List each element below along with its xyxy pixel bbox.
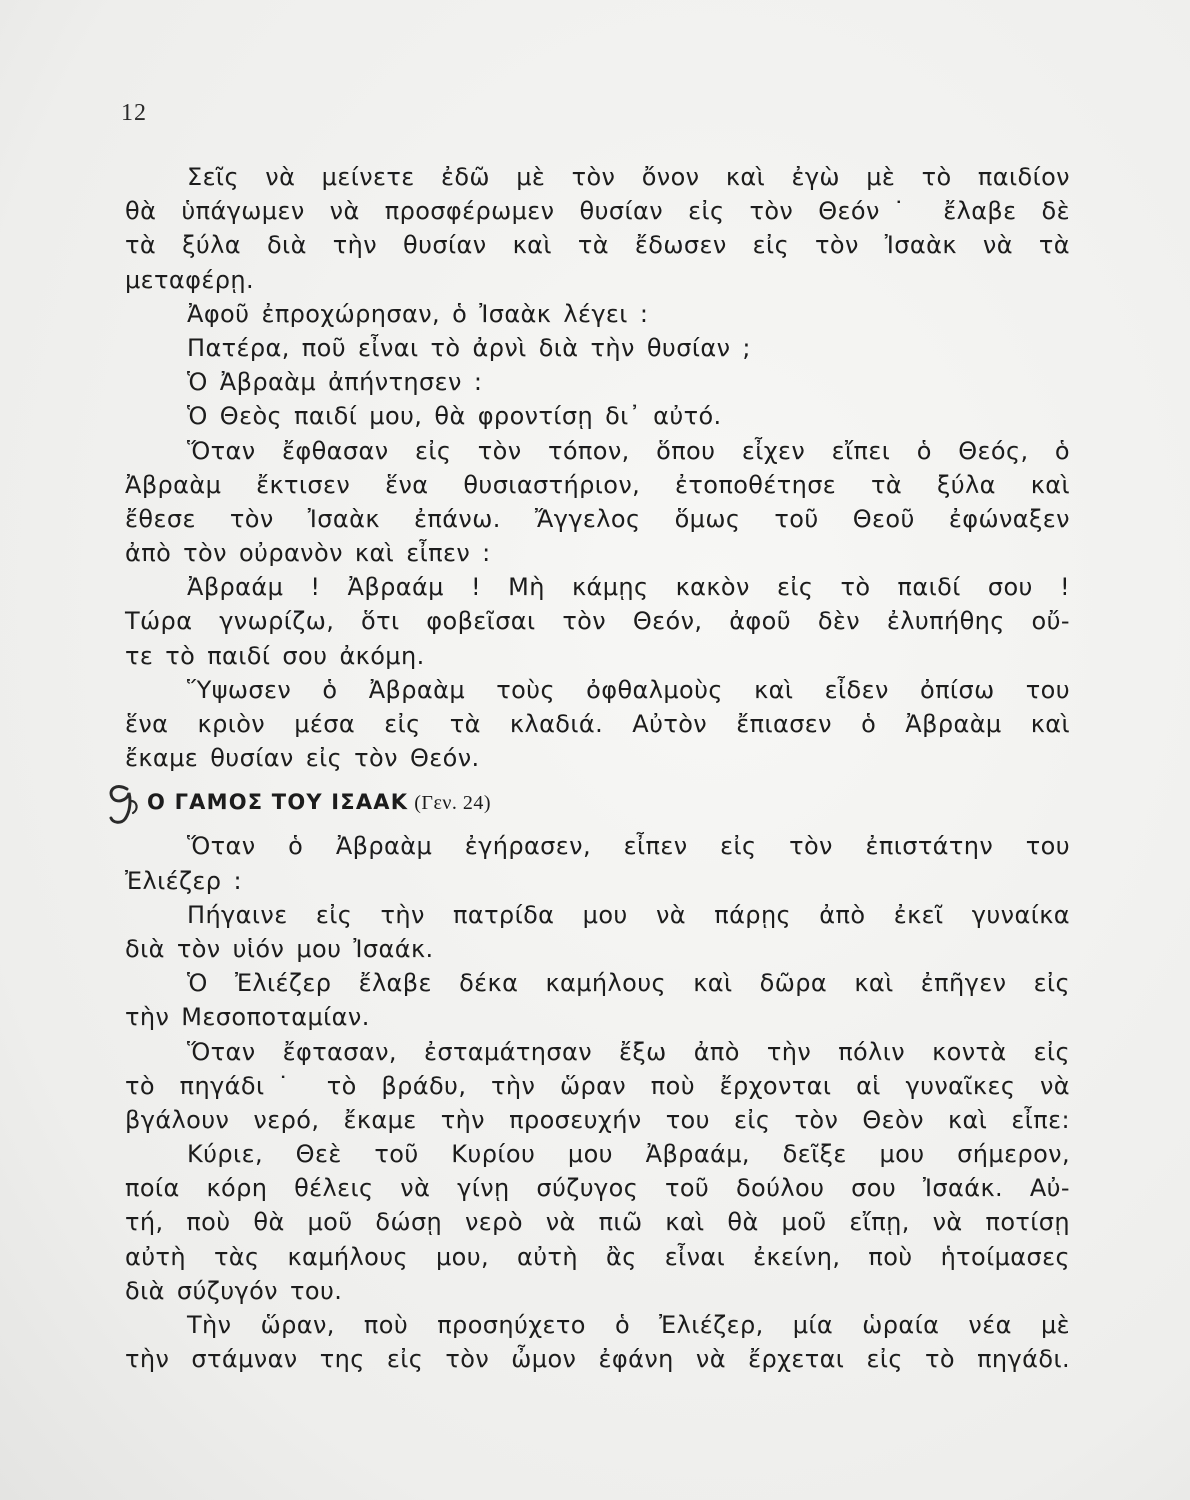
text-line: τὰ ξύλα διὰ τὴν θυσίαν καὶ τὰ ἔδωσεν εἰς τὸν Ἰσαὰκ νὰ τὰ xyxy=(125,231,1070,260)
body-text xyxy=(125,160,1070,1376)
text-line: ποία κόρη θέλεις νὰ γίνῃ σύζυγος τοῦ δούλου σου Ἰσαάκ. Αὐ- xyxy=(125,1174,1070,1203)
text-line: Ἀβραάμ ! Ἀβραάμ ! Μὴ κάμῃς κακὸν εἰς τὸ παιδί σου ! xyxy=(187,573,1070,602)
text-line: τή, ποὺ θὰ μοῦ δώσῃ νερὸ νὰ πιῶ καὶ θὰ μοῦ εἴπῃ, νὰ ποτίσῃ xyxy=(125,1208,1070,1237)
text-line: ἔθεσε τὸν Ἰσαὰκ ἐπάνω. Ἄγγελος ὅμως τοῦ Θεοῦ ἐφώναξεν xyxy=(125,504,1070,533)
text-line: Κύριε, Θεὲ τοῦ Κυρίου μου Ἀβραάμ, δεῖξε μου σήμερον, xyxy=(187,1140,1070,1169)
page-number: 12 xyxy=(121,100,147,126)
text-line: Ἀφοῦ ἐπροχώρησαν, ὁ Ἰσαὰκ λέγει : xyxy=(187,299,649,328)
text-line: Τώρα γνωρίζω, ὅτι φοβεῖσαι τὸν Θεόν, ἀφοῦ δὲν ἐλυπήθης οὔ- xyxy=(125,607,1070,636)
text-line: Ἐλιέζερ : xyxy=(125,866,242,895)
text-line: Ὕψωσεν ὁ Ἀβραὰμ τοὺς ὀφθαλμοὺς καὶ εἶδεν ὀπίσω του xyxy=(187,675,1070,704)
text-line: ἔκαμε θυσίαν εἰς τὸν Θεόν. xyxy=(125,744,480,773)
text-line: Ὅταν ὁ Ἀβραὰμ ἐγήρασεν, εἶπεν εἰς τὸν ἐπιστάτην του xyxy=(187,832,1070,861)
text-line: τε τὸ παιδί σου ἀκόμη. xyxy=(125,641,425,670)
text-line: Ὁ Θεὸς παιδί μου, θὰ φροντίσῃ δι᾽ αὐτό. xyxy=(187,402,722,431)
text-line: Τὴν ὥραν, ποὺ προσηύχετο ὁ Ἐλιέζερ, μία ὡραία νέα μὲ xyxy=(187,1311,1070,1339)
section-heading xyxy=(125,775,1070,829)
text-line: αὐτὴ τὰς καμήλους μου, αὐτὴ ἂς εἶναι ἐκείνη, ποὺ ἡτοίμασες xyxy=(125,1242,1070,1271)
section-title: Ο ΓΑΜΟΣ ΤΟΥ ΙΣΑΑΚ xyxy=(147,790,409,815)
text-line: διὰ σύζυγόν του. xyxy=(125,1276,343,1305)
text-line: τὴν στάμναν της εἰς τὸν ὦμον ἐφάνη νὰ ἔρχεται εἰς τὸ πηγάδι. xyxy=(125,1345,1070,1374)
story-isaac-marriage xyxy=(125,829,1070,1376)
text-line: ἕνα κριὸν μέσα εἰς τὰ κλαδιά. Αὐτὸν ἔπιασεν ὁ Ἀβραὰμ καὶ xyxy=(125,710,1070,738)
text-line: τὴν Μεσοποταμίαν. xyxy=(125,1003,370,1032)
story-continuation xyxy=(125,160,1070,775)
text-line: θὰ ὑπάγωμεν νὰ προσφέρωμεν θυσίαν εἰς τὸν Θεόν˙ ἔλαβε δὲ xyxy=(125,197,1070,226)
text-line: Ἀβραὰμ ἔκτισεν ἕνα θυσιαστήριον, ἐτοποθέτησε τὰ ξύλα καὶ xyxy=(125,470,1070,499)
text-line: Ὅταν ἔφτασαν, ἐσταμάτησαν ἔξω ἀπὸ τὴν πόλιν κοντὰ εἰς xyxy=(187,1037,1070,1066)
text-line: διὰ τὸν υἱόν μου Ἰσαάκ. xyxy=(125,934,434,963)
text-line: Ὅταν ἔφθασαν εἰς τὸν τόπον, ὅπου εἶχεν εἴπει ὁ Θεός, ὁ xyxy=(187,436,1070,465)
text-line: Πήγαινε εἰς τὴν πατρίδα μου νὰ πάρῃς ἀπὸ ἐκεῖ γυναίκα xyxy=(187,900,1070,929)
text-line: Ὁ Ἐλιέζερ ἔλαβε δέκα καμήλους καὶ δῶρα καὶ ἐπῆγεν εἰς xyxy=(187,969,1070,998)
text-line: Σεῖς νὰ μείνετε ἐδῶ μὲ τὸν ὄνον καὶ ἐγὼ μὲ τὸ παιδίον xyxy=(187,163,1070,191)
text-line: βγάλουν νερό, ἔκαμε τὴν προσευχήν του εἰς τὸν Θεὸν καὶ εἶπε: xyxy=(125,1105,1070,1134)
text-line: ἀπὸ τὸν οὐρανὸν καὶ εἶπεν : xyxy=(125,539,491,568)
text-line: μεταφέρῃ. xyxy=(125,265,254,294)
handwritten-number-mark xyxy=(103,779,143,825)
text-line: Πατέρα, ποῦ εἶναι τὸ ἀρνὶ διὰ τὴν θυσίαν ; xyxy=(187,333,751,362)
text-line: τὸ πηγάδι˙ τὸ βράδυ, τὴν ὥραν ποὺ ἔρχονται αἱ γυναῖκες νὰ xyxy=(125,1071,1070,1100)
text-line: Ὁ Ἀβραὰμ ἀπήντησεν : xyxy=(187,368,483,397)
bible-reference: (Γεν. 24) xyxy=(414,792,492,815)
